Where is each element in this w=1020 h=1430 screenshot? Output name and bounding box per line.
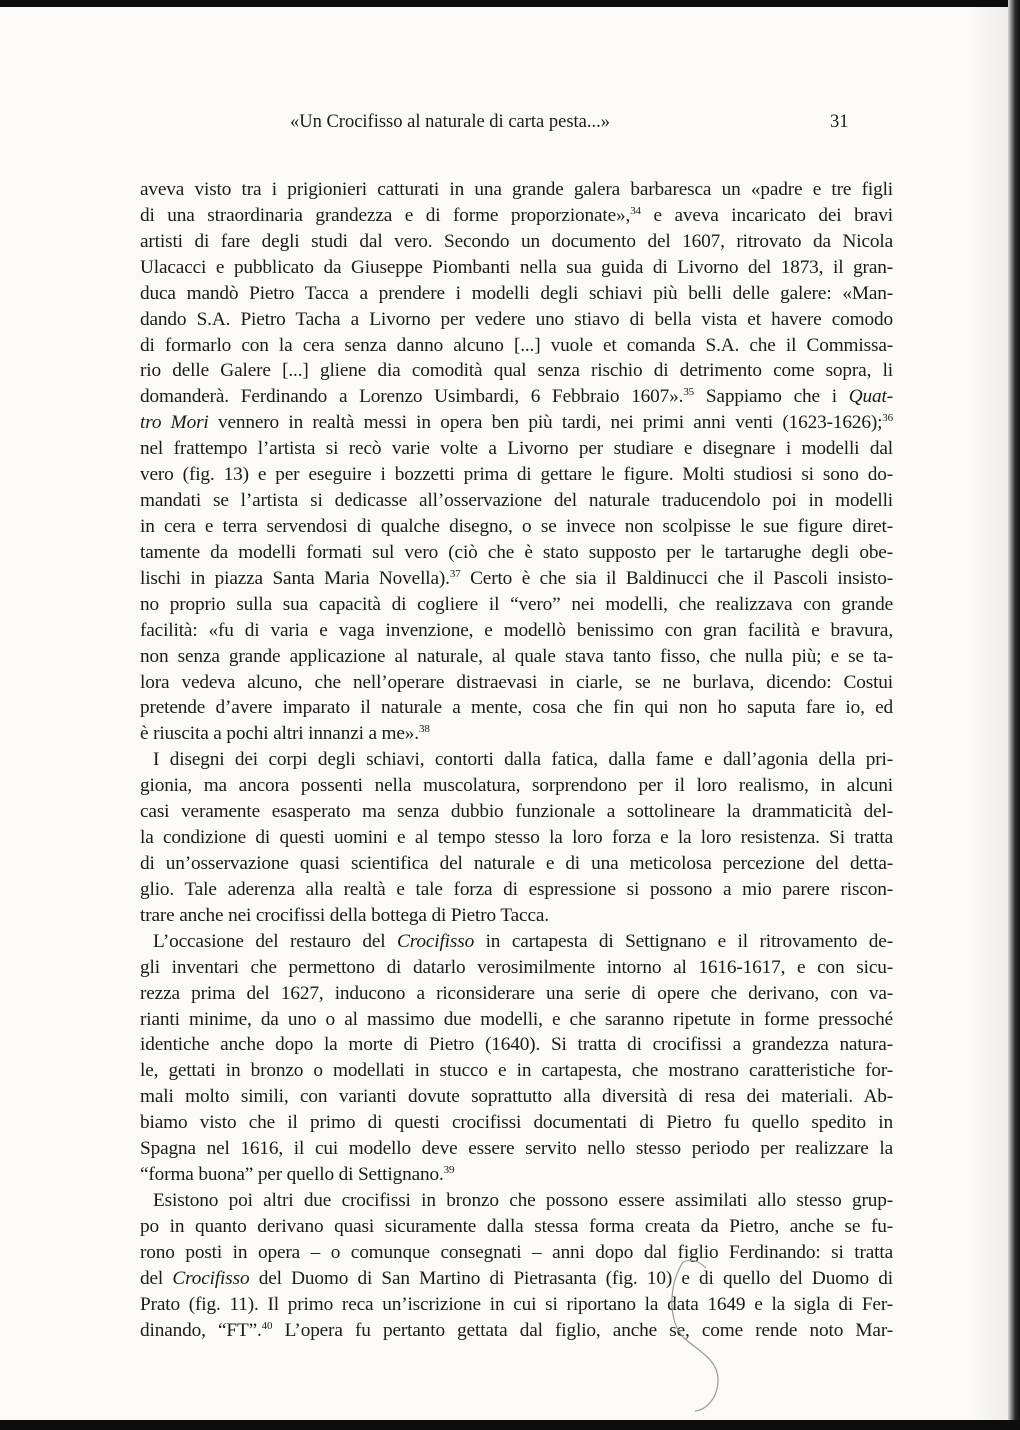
text-line	[140, 384, 893, 410]
text-segment: L’opera fu pertanto gettata dal figlio, anche se, come rende noto Mar-	[272, 1319, 893, 1341]
footnote-reference: 37	[449, 567, 461, 580]
text-line	[140, 436, 893, 462]
body-text	[140, 177, 893, 1343]
text-line	[140, 695, 893, 721]
text-segment: Sappiamo che i	[694, 386, 849, 408]
page-number: 31	[830, 112, 849, 132]
text-segment: rezza prima del 1627, inducono a riconsiderare una serie di opere che derivano, con va-	[140, 982, 893, 1004]
text-segment: lora vedeva alcuno, che nell’operare distraevasi in ciarle, se ne burlava, dicendo: Costui	[140, 671, 893, 693]
text-segment: gionia, ma ancora possenti nella muscolatura, sorprendono per il loro realismo, in alcuni	[140, 775, 893, 797]
text-line	[140, 358, 893, 384]
footnote-reference: 35	[683, 386, 695, 399]
text-line	[140, 1318, 893, 1344]
text-line	[140, 1162, 893, 1188]
text-segment: vennero in realtà messi in opera ben più tardi, nei primi anni venti (1623-1626);	[208, 412, 883, 434]
text-segment: Ulacacci e pubblicato da Giuseppe Piombanti nella sua guida di Livorno del 1873, il gran-	[140, 256, 893, 278]
text-line	[140, 488, 893, 514]
text-line	[140, 540, 893, 566]
footnote-reference: 34	[630, 204, 641, 217]
text-line	[140, 177, 893, 203]
text-segment: gli inventari che permettono di datarlo verosimilmente intorno al 1616-1617, e con sicu-	[140, 956, 893, 978]
text-line	[140, 929, 893, 955]
text-segment: di una straordinaria grandezza e di forme proporzionate»,	[140, 204, 631, 226]
text-segment: mali molto simili, con varianti dovute soprattutto alla diversità di resa dei materiali. Ab-	[140, 1086, 893, 1108]
text-segment: trare anche nei crocifissi della bottega di Pietro Tacca.	[140, 904, 549, 926]
text-segment: facilità: «fu di varia e vaga invenzione, e modellò benissimo con gran facilità e bravura,	[140, 619, 893, 641]
text-line	[140, 1240, 893, 1266]
text-line	[140, 255, 893, 281]
text-segment: rianti minime, da uno o al massimo due modelli, e che saranno ripetute in forme pressoché	[140, 1008, 893, 1030]
text-segment: del Duomo di San Martino di Pietrasanta (fig. 10) e di quello del Duomo di	[249, 1267, 893, 1289]
text-line	[140, 644, 893, 670]
scan-border-right	[1008, 0, 1020, 1430]
text-line	[140, 203, 893, 229]
text-segment: rono posti in opera – o comunque consegnati – anni dopo dal figlio Ferdinando: si tratta	[140, 1241, 893, 1263]
text-line	[140, 877, 893, 903]
text-line	[140, 1084, 893, 1110]
text-segment: lischi in piazza Santa Maria Novella).	[140, 567, 450, 589]
text-line	[140, 410, 893, 436]
text-line	[140, 1007, 893, 1033]
text-line	[140, 592, 893, 618]
text-line	[140, 514, 893, 540]
text-line	[140, 851, 893, 877]
text-segment: aveva visto tra i prigionieri catturati in una grande galera barbaresca un «padre e tre figli	[140, 179, 893, 200]
text-line	[140, 462, 893, 488]
text-segment: di un’osservazione quasi scientifica del naturale e di una meticolosa percezione del detta-	[140, 852, 893, 874]
text-segment: e aveva incaricato dei bravi	[640, 204, 893, 226]
text-segment: le, gettati in bronzo o modellati in stucco e in cartapesta, che mostrano caratteristiche for-	[140, 1060, 893, 1082]
text-line	[140, 825, 893, 851]
text-segment: mandati se l’artista si dedicasse all’osservazione del naturale traducendolo poi in modelli	[140, 490, 893, 512]
text-segment: glio. Tale aderenza alla realtà e tale forza di espressione si possono a mio parere riscon-	[140, 878, 893, 900]
text-line	[140, 1032, 893, 1058]
text-line	[140, 307, 893, 333]
text-line	[140, 1136, 893, 1162]
text-segment: I disegni dei corpi degli schiavi, contorti dalla fatica, dalla fame e dall’agonia della pri-	[153, 749, 893, 771]
text-segment: dando S.A. Pietro Tacha a Livorno per vedere uno stiavo di bella vista et havere comodo	[140, 308, 893, 330]
text-line	[140, 903, 893, 929]
text-segment: rio delle Galere [...] gliene dia comodità qual senza rischio di detrimento come sopra, li	[140, 360, 893, 382]
text-line	[140, 721, 893, 747]
footnote-reference: 36	[882, 412, 893, 425]
text-segment: no proprio sulla sua capacità di cogliere il “vero” nei modelli, che realizzava con grande	[140, 593, 893, 615]
text-segment: casi veramente esasperato ma senza dubbio funzionale a sottolineare la drammaticità del-	[140, 801, 893, 823]
text-line	[140, 799, 893, 825]
text-line	[140, 333, 893, 359]
text-segment: nel frattempo l’artista si recò varie volte a Livorno per studiare e disegnare i modelli dal	[140, 438, 893, 460]
text-line	[140, 229, 893, 255]
scan-border-top	[0, 0, 1020, 7]
text-line	[140, 981, 893, 1007]
text-line	[140, 618, 893, 644]
text-segment: duca mandò Pietro Tacca a prendere i modelli degli schiavi più belli delle galere: «Man-	[140, 282, 893, 304]
text-segment: biamo visto che il primo di questi crocifissi documentati di Pietro fu quello spedito in	[140, 1112, 893, 1134]
text-segment: non senza grande applicazione al naturale, al quale stava tanto fisso, che nulla più; e se ta-	[140, 645, 893, 667]
text-line	[140, 670, 893, 696]
text-segment: Esistono poi altri due crocifissi in bronzo che possono essere assimilati allo stesso grup-	[153, 1189, 893, 1211]
text-segment: la condizione di questi uomini e al tempo stesso la loro forza e la loro resistenza. Si tratta	[140, 827, 893, 849]
text-segment: Prato (fig. 11). Il primo reca un’iscrizione in cui si riportano la data 1649 e la sigla di Fer-	[140, 1293, 893, 1315]
text-segment: pretende d’avere imparato il naturale a mente, cosa che fin qui non ho saputa fare io, ed	[140, 697, 893, 719]
text-segment: di formarlo con la cera senza danno alcuno [...] vuole et comanda S.A. che il Commissa-	[140, 334, 893, 356]
footnote-reference: 40	[261, 1319, 273, 1332]
italic-text: Crocifisso	[172, 1267, 250, 1289]
page-gutter-shadow	[968, 0, 1008, 1430]
text-line	[140, 1292, 893, 1318]
text-segment: in cartapesta di Settignano e il ritrovamento de-	[474, 930, 893, 952]
text-line	[140, 955, 893, 981]
text-segment: Spagna nel 1616, il cui modello deve essere servito nello stesso periodo per realizzare la	[140, 1138, 893, 1160]
italic-text: Crocifisso	[397, 930, 475, 952]
text-line	[140, 1110, 893, 1136]
text-line	[140, 1188, 893, 1214]
italic-text: Quat-	[848, 386, 893, 408]
text-line	[140, 1214, 893, 1240]
text-segment: vero (fig. 13) e per eseguire i bozzetti prima di gettare le figure. Molti studiosi si sono do-	[140, 464, 893, 486]
text-segment: L’occasione del restauro del	[153, 930, 397, 952]
scan-border-bottom	[0, 1420, 1020, 1430]
text-line	[140, 747, 893, 773]
footnote-reference: 38	[418, 723, 430, 736]
running-title: «Un Crocifisso al naturale di carta pesta...»	[289, 112, 611, 132]
text-line	[140, 1266, 893, 1292]
text-segment: po in quanto derivano quasi sicuramente dalla stessa forma creata da Pietro, anche se fu-	[140, 1215, 893, 1237]
text-segment: “forma buona” per quello di Settignano.	[140, 1164, 444, 1186]
text-segment: Certo è che sia il Baldinucci che il Pascoli insisto-	[460, 567, 893, 589]
text-line	[140, 566, 893, 592]
text-segment: in cera e terra servendosi di qualche disegno, o se invece non scolpisse le sue figure diret-	[140, 515, 893, 537]
text-line	[140, 281, 893, 307]
text-segment: artisti di fare degli studi dal vero. Secondo un documento del 1607, ritrovato da Nicola	[140, 230, 893, 252]
text-segment: domanderà. Ferdinando a Lorenzo Usimbardi, 6 Febbraio 1607».	[140, 386, 684, 408]
text-line	[140, 773, 893, 799]
text-segment: dinando, “FT”.	[140, 1319, 262, 1341]
text-segment: identiche anche dopo la morte di Pietro (1640). Si tratta di crocifissi a grandezza natura-	[140, 1034, 893, 1056]
text-line	[140, 1058, 893, 1084]
footnote-reference: 39	[443, 1164, 455, 1177]
text-segment: del	[140, 1267, 173, 1289]
text-segment: tamente da modelli formati sul vero (ciò che è stato supposto per le tartarughe degli obe-	[140, 541, 893, 563]
text-segment: è riuscita a pochi altri innanzi a me».	[140, 723, 419, 745]
italic-text: tro Mori	[140, 412, 209, 434]
